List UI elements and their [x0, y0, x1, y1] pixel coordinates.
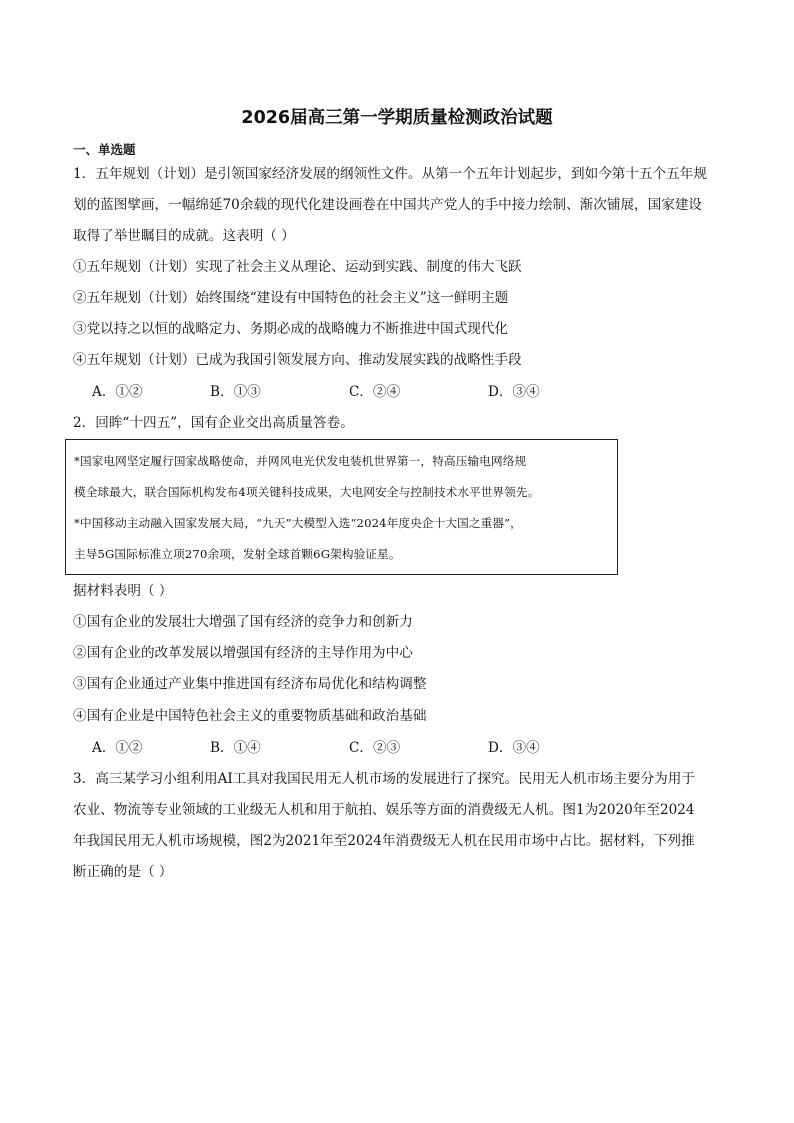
q1-item: ①五年规划（计划）实现了社会主义从理论、运动到实践、制度的伟大飞跃 [73, 259, 522, 275]
q2-material-line: *国家电网坚定履行国家战略使命，并网风电光伏发电装机世界第一，特高压输电网络规 [74, 454, 527, 468]
q3-stem-line: 农业、物流等专业领域的工业级无人机和用于航拍、娱乐等方面的消费级无人机。图1为2020年至2024 [73, 802, 695, 818]
exam-title: 2026届高三第一学期质量检测政治试题 [241, 108, 553, 128]
q1-option-d[interactable]: D．③④ [488, 384, 540, 400]
q3-stem-line: 断正确的是（ ） [73, 864, 173, 880]
q2-item: ②国有企业的改革发展以增强国有经济的主导作用为中心 [73, 645, 413, 661]
q2-lead: 据材料表明（ ） [73, 583, 173, 599]
q2-item: ③国有企业通过产业集中推进国有经济布局优化和结构调整 [73, 676, 427, 692]
q1-stem-line: 划的蓝图擘画，一幅绵延70余载的现代化建设画卷在中国共产党人的手中接力绘制、渐次铺展，国家建设 [73, 197, 703, 213]
q2-item: ④国有企业是中国特色社会主义的重要物质基础和政治基础 [73, 708, 427, 724]
q2-material-line: 主导5G国际标准立项270余项，发射全球首颗6G架构验证星。 [74, 547, 401, 561]
q2-material-box [65, 439, 618, 575]
q1-option-a[interactable]: A．①② [92, 384, 143, 400]
q1-stem-line: 取得了举世瞩目的成就。这表明（ ） [73, 228, 295, 244]
q3-stem-line: 3．高三某学习小组利用AI工具对我国民用无人机市场的发展进行了探究。民用无人机市场主要分为用于 [73, 771, 695, 787]
q2-option-c[interactable]: C．②③ [349, 740, 401, 756]
q1-option-c[interactable]: C．②④ [349, 384, 401, 400]
q1-option-b[interactable]: B．①③ [210, 384, 261, 400]
q2-material-line: 模全球最大，联合国际机构发布4项关键科技成果，大电网安全与控制技术水平世界领先。 [74, 485, 540, 499]
q1-stem-line: 1．五年规划（计划）是引领国家经济发展的纲领性文件。从第一个五年计划起步，到如今第十五个五年规 [73, 166, 707, 182]
q2-option-d[interactable]: D．③④ [488, 740, 540, 756]
q2-stem: 2．回眸“十四五”，国有企业交出高质量答卷。 [73, 415, 354, 431]
q2-item: ①国有企业的发展壮大增强了国有经济的竞争力和创新力 [73, 614, 413, 630]
q1-item: ③党以持之以恒的战略定力、务期必成的战略魄力不断推进中国式现代化 [73, 321, 508, 337]
q2-material-line: *中国移动主动融入国家发展大局，“九天”大模型入选“2024年度央企十大国之重器”， [74, 516, 522, 530]
q1-item: ④五年规划（计划）已成为我国引领发展方向、推动发展实践的战略性手段 [73, 352, 522, 368]
q2-option-a[interactable]: A．①② [92, 740, 143, 756]
section-heading: 一、单选题 [73, 142, 136, 157]
q1-item: ②五年规划（计划）始终围绕“建设有中国特色的社会主义”这一鲜明主题 [73, 290, 509, 306]
q3-stem-line: 年我国民用无人机市场规模，图2为2021年至2024年消费级无人机在民用市场中占比。据材料，下列推 [73, 833, 695, 849]
q2-option-b[interactable]: B．①④ [210, 740, 261, 756]
